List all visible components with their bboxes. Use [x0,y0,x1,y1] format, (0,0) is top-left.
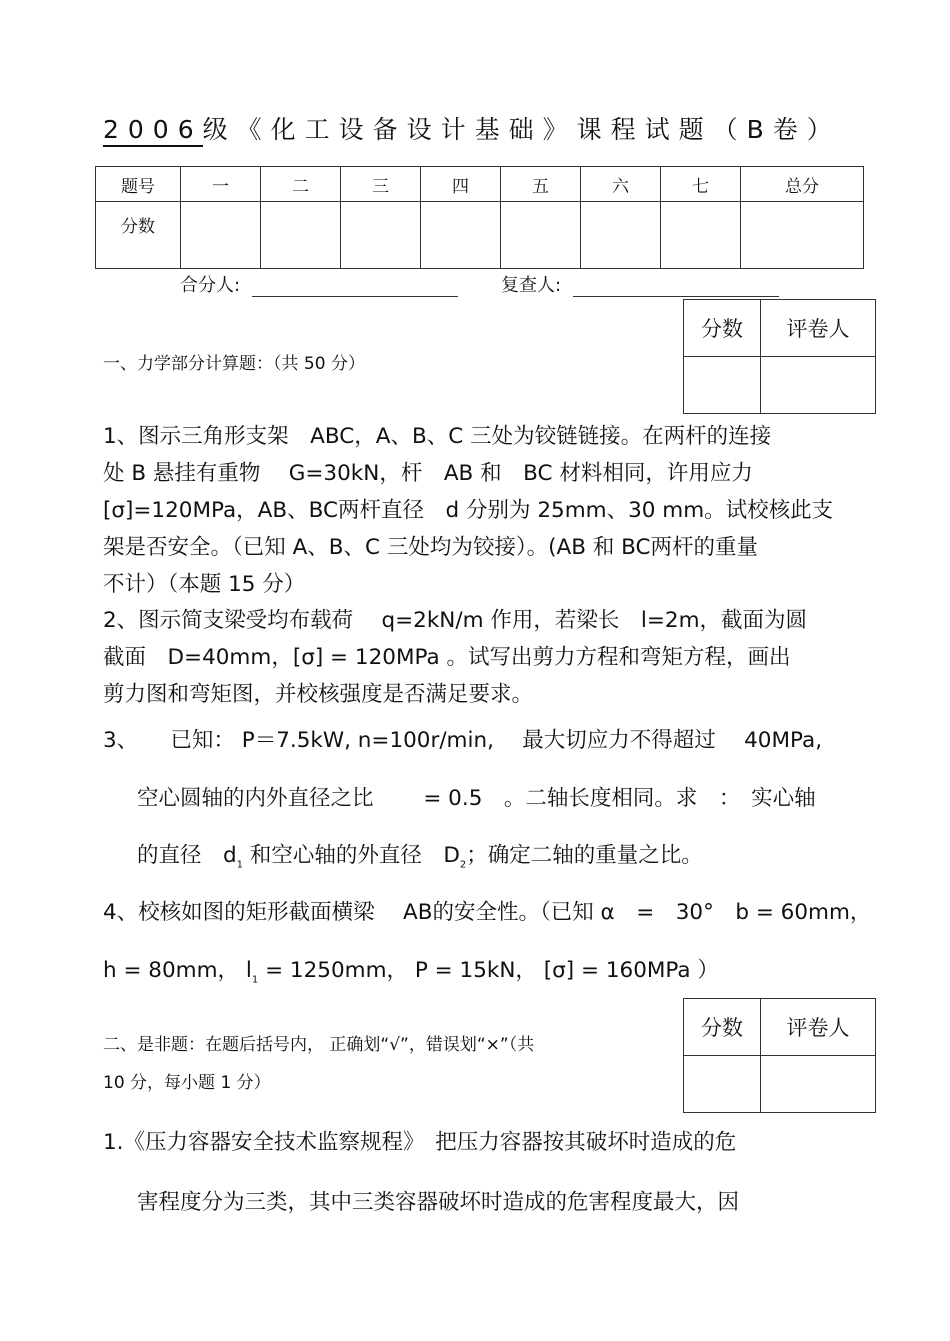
grader-name-cell[interactable] [761,357,876,414]
score-cell[interactable] [741,202,864,269]
score-table-header: 二 [261,167,341,202]
grader-box-section2 [683,998,876,1113]
score-table [95,166,864,269]
checker-line[interactable] [573,278,779,297]
question-4-text: = 1250mm， P = 15kN， [σ] = 160MPa ） [258,958,719,983]
grader-score-label: 分数 [684,999,761,1056]
score-cell[interactable] [581,202,661,269]
subscript: 2 [459,859,467,871]
grader-score-label: 分数 [684,300,761,357]
scorer-line[interactable] [252,278,458,297]
section2-heading-line1: 二、是非题：在题后括号内， 正确划“√”，错误划“×”（共 [103,1035,535,1055]
question-3-text: 的直径 d [137,843,237,868]
score-cell[interactable] [661,202,741,269]
question-4-line2 [103,952,719,998]
question-2-line: 截面 D=40mm，[σ] = 120MPa 。试写出剪力方程和弯矩方程，画出 [103,645,791,670]
subscript: 1 [251,974,259,986]
subscript: 1 [236,859,244,871]
grader-box-section1 [683,299,876,414]
question-1-line: 1、图示三角形支架 ABC，A、B、C 三处为铰链链接。在两杆的连接 [103,424,772,449]
question-1-line: 不计）（本题 15 分） [103,572,306,597]
score-table-header: 一 [181,167,261,202]
score-table-header: 四 [421,167,501,202]
question-4-line1: 4、校核如图的矩形截面横梁 AB的安全性。（已知 α = 30° b = 60mm， [103,900,872,925]
question-2 [103,602,807,713]
section2-heading-line2: 10 分，每小题 1 分） [103,1073,271,1093]
question-3-line3 [137,837,703,883]
score-table-header: 三 [341,167,421,202]
score-table-score-row [96,202,864,269]
score-cell[interactable] [261,202,341,269]
exam-year: 2006 [103,115,203,147]
question-3-text: ；确定二轴的重量之比。 [466,843,703,868]
score-cell[interactable] [421,202,501,269]
truefalse-question-1-line1: 1.《压力容器安全技术监察规程》 把压力容器按其破坏时造成的危 [103,1130,737,1155]
grader-score-cell[interactable] [684,357,761,414]
checker-signature [501,271,779,297]
score-table-header: 五 [501,167,581,202]
score-table-header-row [96,167,864,202]
score-cell[interactable] [181,202,261,269]
score-cell[interactable] [501,202,581,269]
checker-label: 复查人: [501,275,562,296]
grader-name-cell[interactable] [761,1056,876,1113]
truefalse-question-1-line2: 害程度分为三类，其中三类容器破坏时造成的危害程度最大，因 [137,1190,740,1215]
grader-score-cell[interactable] [684,1056,761,1113]
question-4-text: h = 80mm， l [103,958,252,983]
score-table-header: 题号 [96,167,181,202]
grader-label: 评卷人 [761,999,876,1056]
exam-title [103,110,841,146]
score-table-header: 总分 [741,167,864,202]
question-1-line: 架是否安全。（已知 A、B、C 三处均为铰接）。(AB 和 BC两杆的重量 [103,535,759,560]
scorer-label: 合分人: [180,275,241,296]
question-3-line2: 空心圆轴的内外直径之比 = 0.5 。二轴长度相同。求 ： 实心轴 [137,786,816,811]
score-row-label: 分数 [96,202,181,269]
question-1-line: [σ]=120MPa，AB、BC两杆直径 d 分别为 25mm、30 mm。试校核此支 [103,498,834,523]
question-1 [103,418,833,603]
grader-label: 评卷人 [761,300,876,357]
exam-title-text: 级《化工设备设计基础》课程试题（B卷） [202,115,841,144]
question-2-line: 2、图示简支梁受均布载荷 q=2kN/m 作用，若梁长 l=2m，截面为圆 [103,608,808,633]
score-table-header: 七 [661,167,741,202]
question-3-line1: 3、 已知： P＝7.5kW, n=100r/min, 最大切应力不得超过 40MPa, [103,728,823,753]
question-2-line: 剪力图和弯矩图，并校核强度是否满足要求。 [103,682,534,707]
scorer-signature [180,271,458,297]
question-1-line: 处 B 悬挂有重物 G=30kN，杆 AB 和 BC 材料相同，许用应力 [103,461,753,486]
question-3-text: 和空心轴的外直径 D [243,843,460,868]
score-table-header: 六 [581,167,661,202]
score-cell[interactable] [341,202,421,269]
section1-heading: 一、力学部分计算题：（共 50 分） [103,354,365,374]
